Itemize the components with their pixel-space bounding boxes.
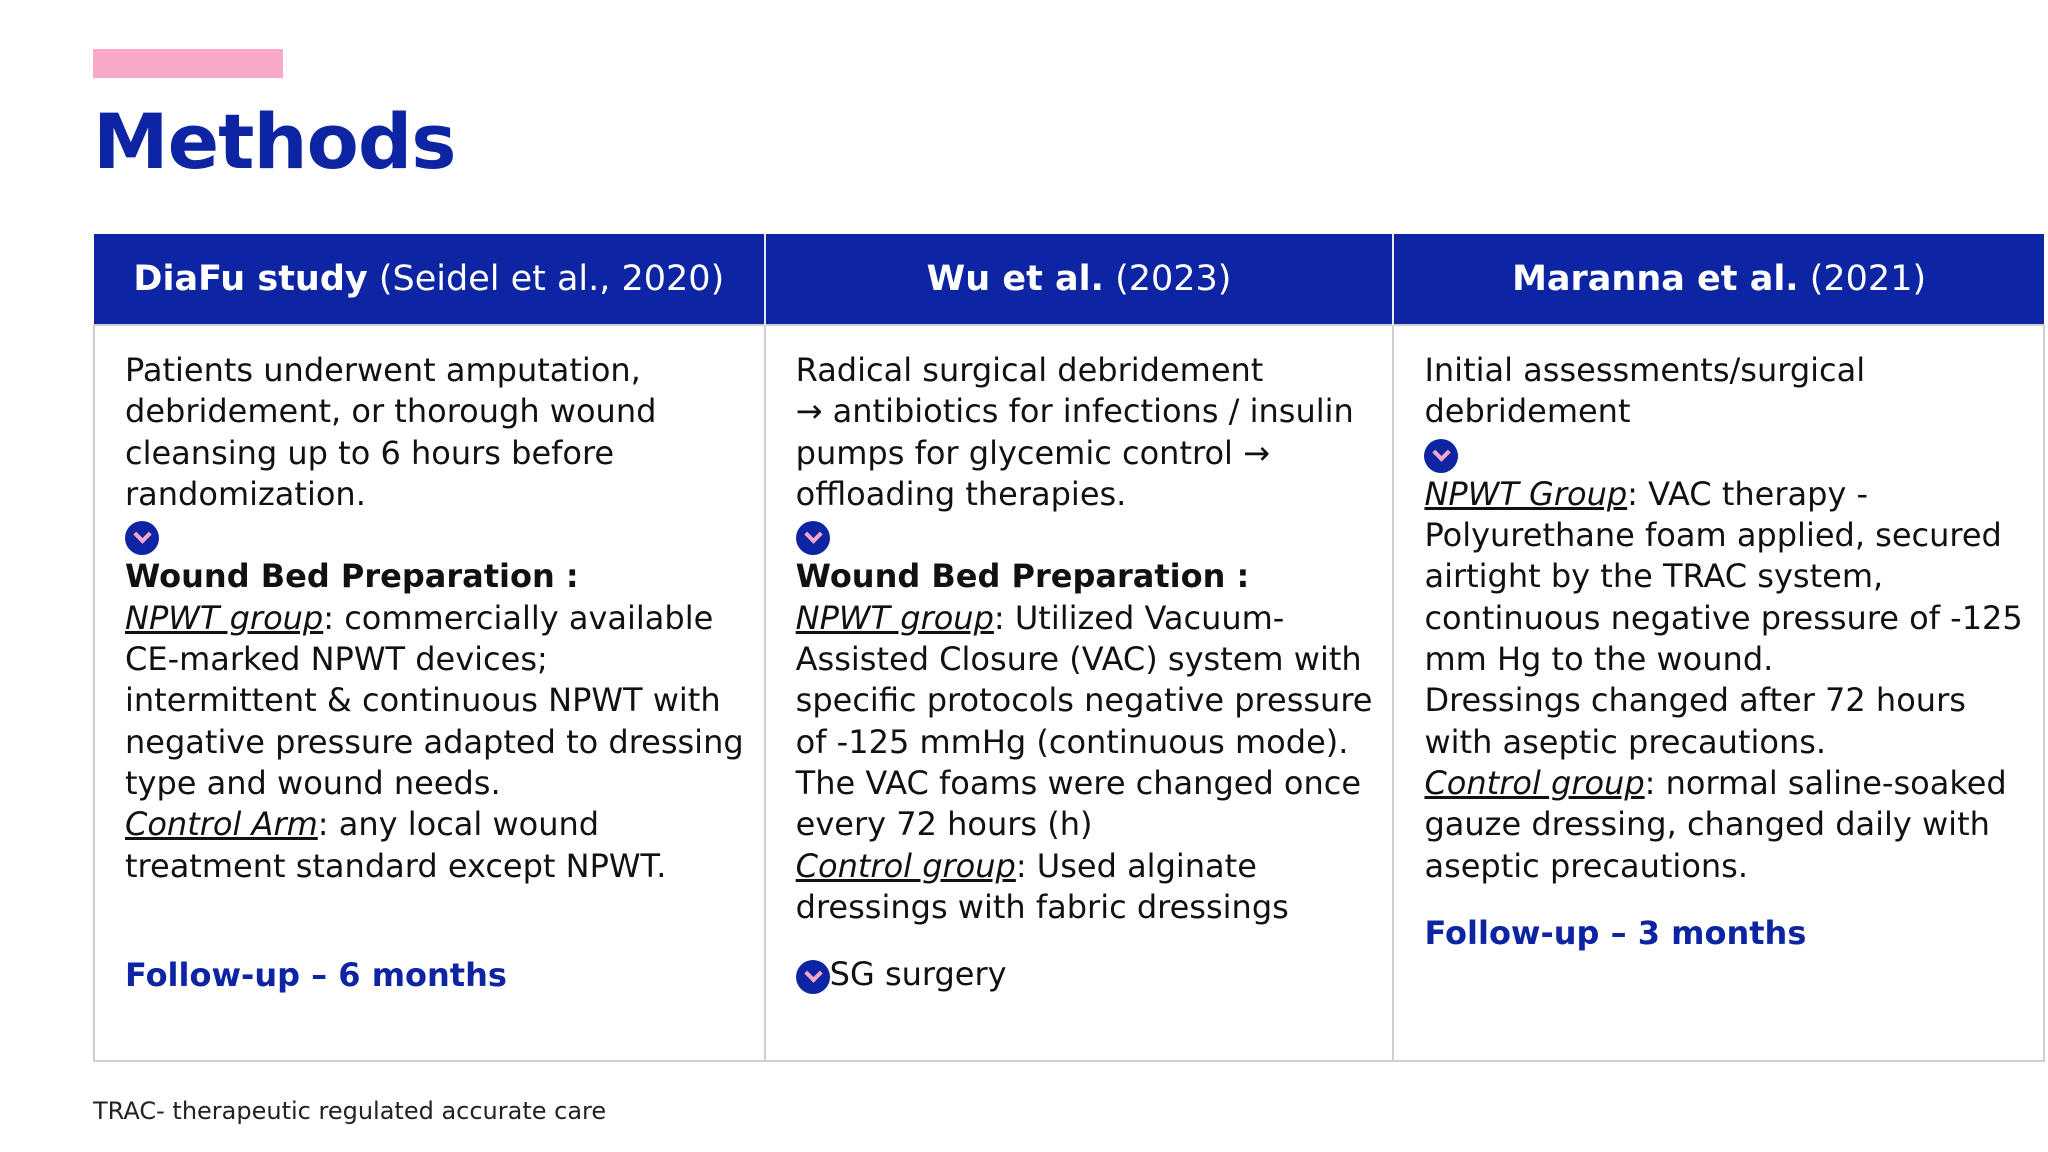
control-text: : any local wound	[317, 805, 600, 844]
cell-maranna	[1393, 325, 2043, 1061]
control-text: dressings with fabric dressings	[795, 887, 1289, 926]
npwt-text: : Utilized Vacuum-	[993, 598, 1285, 637]
npwt-text: Assisted Closure (VAC) system with	[795, 640, 1362, 679]
chevron-down-icon	[1424, 439, 1458, 473]
npwt-text: mm Hg to the wound.	[1424, 640, 1774, 679]
header-study-citation: (Seidel et al., 2020)	[367, 259, 725, 299]
intro-line: pumps for glycemic control →	[795, 433, 1270, 472]
followup-text: Follow-up – 3 months	[1424, 913, 1807, 952]
header-study-citation: (2023)	[1103, 259, 1232, 299]
intro-line: → antibiotics for infections / insulin	[795, 392, 1354, 431]
chevron-down-icon	[796, 960, 830, 994]
header-wu	[765, 234, 1394, 325]
control-text: gauze dressing, changed daily with	[1424, 805, 1990, 844]
page-title: Methods	[93, 97, 456, 186]
control-label: Control group	[1424, 763, 1645, 802]
intro-line: cleansing up to 6 hours before	[125, 433, 615, 472]
section-heading: Wound Bed Preparation :	[125, 557, 579, 596]
followup-text: Follow-up – 6 months	[125, 955, 507, 994]
npwt-text: intermittent & continuous NPWT with	[125, 681, 721, 720]
accent-bar	[93, 49, 283, 78]
npwt-text: Dressings changed after 72 hours	[1424, 681, 1966, 720]
intro-line: debridement	[1424, 392, 1631, 431]
methods-table	[93, 234, 2045, 1062]
control-text: aseptic precautions.	[1424, 846, 1749, 885]
npwt-text: The VAC foams were changed once	[795, 763, 1362, 802]
control-text: : Used alginate	[1015, 846, 1257, 885]
chevron-down-icon	[125, 521, 159, 555]
intro-line: offloading therapies.	[795, 474, 1127, 513]
npwt-text: Polyurethane foam applied, secured	[1424, 516, 2002, 555]
intro-line: randomization.	[125, 474, 366, 513]
npwt-text: airtight by the TRAC system,	[1424, 557, 1884, 596]
intro-line: debridement, or thorough wound	[125, 392, 657, 431]
intro-line: Initial assessments/surgical	[1424, 351, 1866, 389]
header-study-citation: (2021)	[1798, 259, 1927, 299]
header-maranna	[1393, 234, 2043, 325]
control-label: Control Arm	[125, 805, 318, 844]
control-label: Control group	[795, 846, 1016, 885]
chevron-down-icon	[796, 521, 830, 555]
table-body-row	[94, 325, 2044, 1061]
header-study-name: Wu et al.	[926, 259, 1104, 299]
table-header-row	[94, 234, 2044, 325]
intro-line: Patients underwent amputation,	[125, 351, 641, 389]
npwt-text: negative pressure adapted to dressing	[125, 722, 744, 761]
section-heading: Wound Bed Preparation :	[795, 557, 1250, 596]
npwt-text: with aseptic precautions.	[1424, 722, 1827, 761]
header-study-name: Maranna et al.	[1512, 259, 1799, 299]
npwt-label: NPWT group	[795, 598, 994, 637]
npwt-label: NPWT Group	[1424, 474, 1628, 513]
npwt-text: : commercially available	[323, 598, 714, 637]
npwt-text: specific protocols negative pressure	[795, 681, 1373, 720]
cell-wu	[765, 325, 1394, 1061]
npwt-label: NPWT group	[125, 598, 324, 637]
npwt-text: continuous negative pressure of -125	[1424, 598, 2023, 637]
header-study-name: DiaFu study	[133, 259, 368, 299]
footnote: TRAC- therapeutic regulated accurate care	[93, 1097, 607, 1125]
npwt-text: type and wound needs.	[125, 763, 501, 802]
final-text: SG surgery	[829, 955, 1007, 994]
npwt-text: CE-marked NPWT devices;	[125, 640, 548, 679]
cell-diafu	[94, 325, 765, 1061]
npwt-text: every 72 hours (h)	[795, 805, 1093, 844]
npwt-text: : VAC therapy -	[1627, 474, 1869, 513]
intro-line: Radical surgical debridement	[795, 351, 1264, 389]
npwt-text: of -125 mmHg (continuous mode).	[795, 722, 1349, 761]
control-text: treatment standard except NPWT.	[125, 846, 667, 885]
header-diafu	[94, 234, 765, 325]
control-text: : normal saline-soaked	[1644, 763, 2007, 802]
